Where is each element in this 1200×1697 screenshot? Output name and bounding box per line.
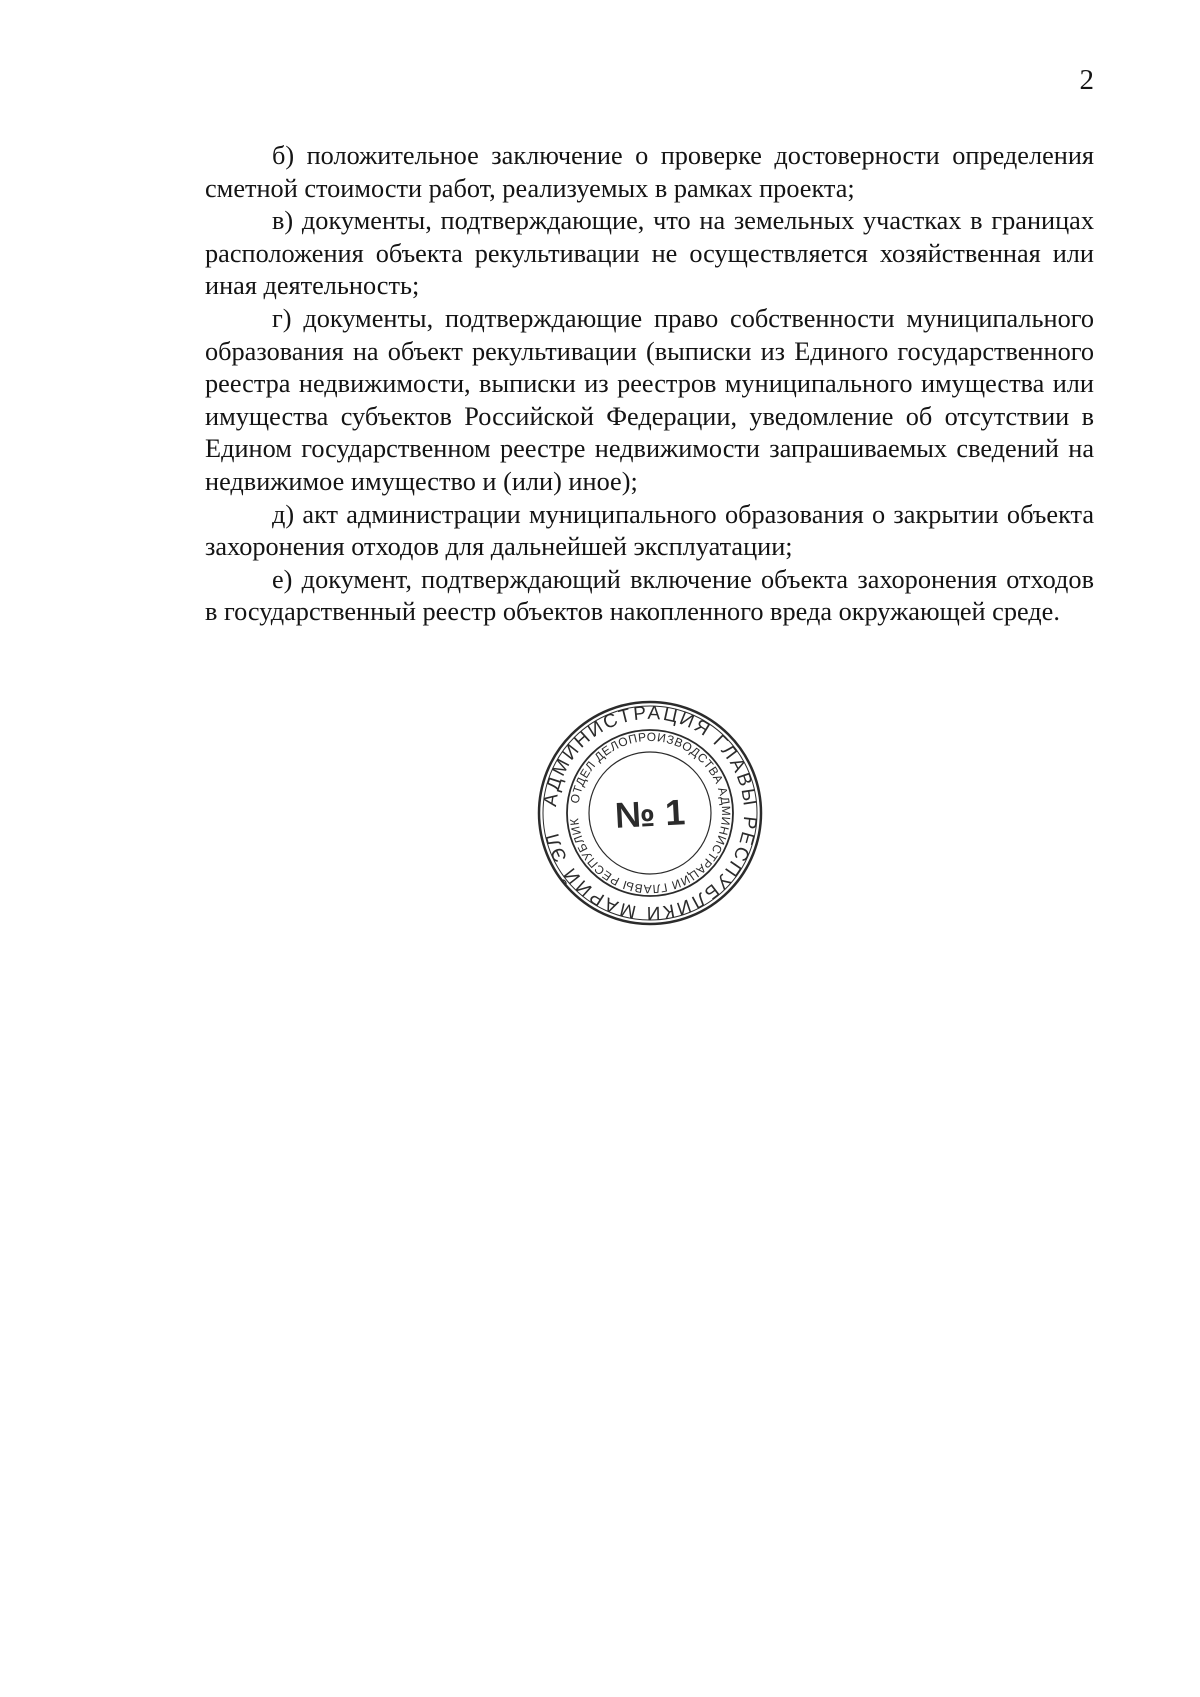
official-seal — [531, 689, 763, 926]
seal-graphic — [531, 689, 763, 926]
paragraph-g: г) документы, подтверждающие право собственности муниципального образования на объект рекультивации (выписки из Единого государственного реестра недвижимости, выписки из реестров муниципального имущества или имущества субъектов Российской Федерации, уведомление об отсутствии в Едином государственном реестре недвижимости запрашиваемых сведений на недвижимое имущество и (или) иное); — [205, 303, 1094, 496]
document-body — [205, 140, 1094, 629]
seal-number: № 1 — [613, 791, 687, 836]
paragraph-e: е) документ, подтверждающий включение объекта захоронения отходов в государственный реестр объектов накопленного вреда окружающей среде. — [205, 564, 1094, 627]
paragraph-d: д) акт администрации муниципального образования о закрытии объекта захоронения отходов для дальнейшей эксплуатации; — [205, 499, 1094, 562]
seal-inner-text: ОТДЕЛ ДЕЛОПРОИЗВОДСТВА АДМИНИСТРАЦИИ ГЛАВЫ РЕСПУБЛИКИ МАРИЙ ЭЛ — [531, 689, 734, 897]
seal-outer-text: АДМИНИСТРАЦИЯ ГЛАВЫ РЕСПУБЛИКИ МАРИЙ ЭЛ — [540, 702, 761, 924]
paragraph-v: в) документы, подтверждающие, что на земельных участках в границах расположения объекта рекультивации не осуществляется хозяйственная или иная деятельность; — [205, 206, 1094, 301]
page-number: 2 — [1079, 64, 1094, 96]
paragraph-b: б) положительное заключение о проверке достоверности определения сметной стоимости работ, реализуемых в рамках проекта; — [205, 141, 1094, 203]
